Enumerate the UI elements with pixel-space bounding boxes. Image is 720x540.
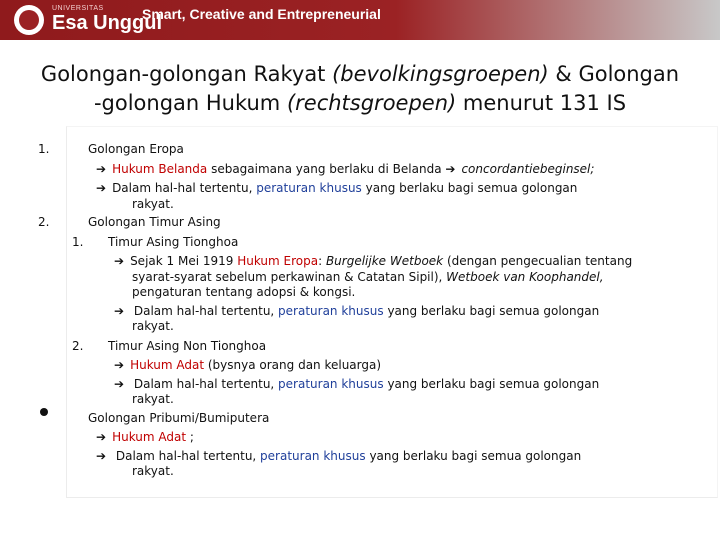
list-number-1: 1. — [38, 142, 50, 156]
list-item-text: yang berlaku bagi semua golongan — [365, 449, 582, 463]
list-item-text: Sejak 1 Mei 1919 — [130, 254, 238, 268]
tagline: Smart, Creative and Entrepreneurial — [142, 6, 381, 22]
arrow-right-icon: ➔ — [96, 181, 107, 195]
term-hukum-adat: Hukum Adat — [112, 430, 187, 444]
arrow-right-icon: ➔ — [96, 162, 107, 176]
heading-golongan-eropa: Golongan Eropa — [88, 142, 184, 156]
list-item — [114, 377, 599, 392]
list-item-text: (bysnya orang dan keluarga) — [204, 358, 382, 372]
list-item-text: yang berlaku bagi semua golongan — [383, 304, 600, 318]
title-italic: (rechtsgroepen) — [286, 91, 457, 115]
list-item-text: syarat-syarat sebelum perkawinan & Catatan Sipil), — [132, 270, 447, 284]
list-item-text: Dalam hal-hal tertentu, — [112, 449, 261, 463]
list-item-text: ; — [186, 430, 194, 444]
arrow-right-icon: ➔ — [114, 304, 125, 318]
list-item — [114, 358, 381, 373]
list-item-text: Dalam hal-hal tertentu, — [112, 181, 257, 195]
list-item-continuation: rakyat. — [132, 392, 174, 406]
subheading-timur-asing-tionghoa: Timur Asing Tionghoa — [108, 235, 239, 249]
term-burgelijke-wetboek: Burgelijke Wetboek — [325, 254, 444, 268]
arrow-right-icon: ➔ — [114, 358, 125, 372]
arrow-right-icon: ➔ — [114, 254, 125, 268]
term-concordantie: concordantiebeginsel; — [461, 162, 595, 176]
list-item-text: Dalam hal-hal tertentu, — [130, 304, 279, 318]
sub-list-number-1: 1. — [72, 235, 84, 249]
arrow-right-icon: ➔ — [114, 377, 125, 391]
arrow-right-icon: ➔ — [96, 430, 107, 444]
title-line-2 — [0, 89, 720, 118]
list-item-text: : — [318, 254, 326, 268]
heading-golongan-pribumi: Golongan Pribumi/Bumiputera — [88, 411, 270, 425]
title-text: menurut 131 IS — [456, 91, 627, 115]
list-item — [96, 162, 594, 177]
term-hukum-adat: Hukum Adat — [130, 358, 205, 372]
heading-golongan-timur-asing: Golongan Timur Asing — [88, 215, 221, 229]
list-item — [114, 304, 599, 319]
title-italic: (bevolkingsgroepen) — [332, 62, 549, 86]
list-item — [114, 254, 632, 269]
term-wetboek-van-koophandel: Wetboek van Koophandel, — [446, 270, 604, 284]
list-item-continuation: pengaturan tentang adopsi & kongsi. — [132, 285, 356, 299]
university-logo-icon — [14, 5, 44, 35]
title-line-1 — [0, 60, 720, 89]
term-peraturan-khusus: peraturan khusus — [278, 377, 384, 391]
term-peraturan-khusus: peraturan khusus — [278, 304, 384, 318]
list-item-text: sebagaimana yang berlaku di Belanda — [207, 162, 446, 176]
list-item-text: yang berlaku bagi semua golongan — [361, 181, 578, 195]
subheading-timur-asing-non-tionghoa: Timur Asing Non Tionghoa — [108, 339, 267, 353]
list-item-text: yang berlaku bagi semua golongan — [383, 377, 600, 391]
term-hukum-eropa: Hukum Eropa — [237, 254, 319, 268]
title-text: Golongan-golongan Rakyat — [40, 62, 333, 86]
list-number-2: 2. — [38, 215, 50, 229]
list-item-continuation: rakyat. — [132, 319, 174, 333]
term-peraturan-khusus: peraturan khusus — [260, 449, 366, 463]
list-item-continuation — [132, 270, 604, 285]
term-hukum-belanda: Hukum Belanda — [112, 162, 208, 176]
title-text: & Golongan — [548, 62, 680, 86]
sub-list-number-2: 2. — [72, 339, 84, 353]
list-item-continuation: rakyat. — [132, 197, 174, 211]
list-item-text: Dalam hal-hal tertentu, — [130, 377, 279, 391]
title-text: -golongan Hukum — [93, 91, 287, 115]
slide-title — [0, 60, 720, 118]
logo-name: Esa Unggul — [52, 12, 163, 34]
arrow-right-icon: ➔ — [96, 449, 107, 463]
list-item — [96, 430, 194, 445]
list-item — [96, 449, 581, 464]
list-item — [96, 181, 577, 196]
arrow-right-icon: ➔ — [445, 162, 456, 176]
logo-small-text: UNIVERSITAS — [52, 5, 104, 12]
bullet-dot-icon — [40, 408, 48, 416]
list-item-continuation: rakyat. — [132, 464, 174, 478]
term-peraturan-khusus: peraturan khusus — [256, 181, 362, 195]
list-item-text: (dengan pengecualian tentang — [443, 254, 633, 268]
header-banner — [0, 0, 720, 40]
